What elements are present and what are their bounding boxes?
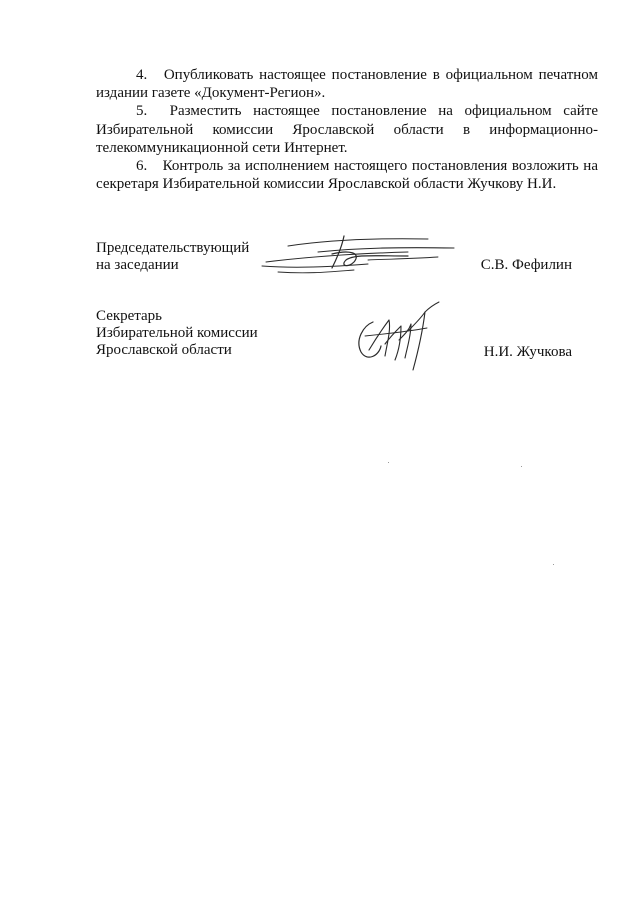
scan-artifact — [553, 564, 554, 565]
signatory-role — [96, 308, 258, 359]
handwritten-signature-chair — [258, 232, 458, 280]
paragraph-text: Контроль за исполнением настоящего постановления возложить на секретаря Избирательной комиссии Ярославской области Жучкову Н.И. — [96, 158, 598, 193]
paragraph-item — [96, 157, 598, 193]
paragraph-number: 4. — [136, 67, 148, 83]
role-line: Ярославской области — [96, 342, 232, 358]
paragraph-number: 5. — [136, 103, 148, 120]
resolution-body — [96, 66, 598, 193]
paragraph-item — [96, 102, 598, 157]
paragraph-item — [96, 66, 598, 102]
role-line: Секретарь — [96, 308, 163, 324]
role-line: Избирательной комиссии — [96, 325, 258, 341]
signatory-name: Н.И. Жучкова — [483, 344, 572, 360]
scan-artifact — [388, 462, 389, 463]
role-line: на заседании — [96, 257, 179, 273]
handwritten-signature-secretary — [345, 300, 445, 374]
paragraph-text: Опубликовать настоящее постановление в официальном печатном издании газете «Документ-Регион». — [96, 67, 599, 102]
paragraph-number: 6. — [136, 158, 148, 175]
signatory-role — [96, 240, 249, 274]
role-line: Председательствующий — [96, 240, 250, 256]
signatory-name: С.В. Фефилин — [480, 257, 572, 273]
scan-artifact — [521, 466, 522, 467]
paragraph-text: Разместить настоящее постановление на официальном сайте Избирательной комиссии Ярославской области в информационно-телекоммуникационной сети Интернет. — [96, 103, 598, 156]
